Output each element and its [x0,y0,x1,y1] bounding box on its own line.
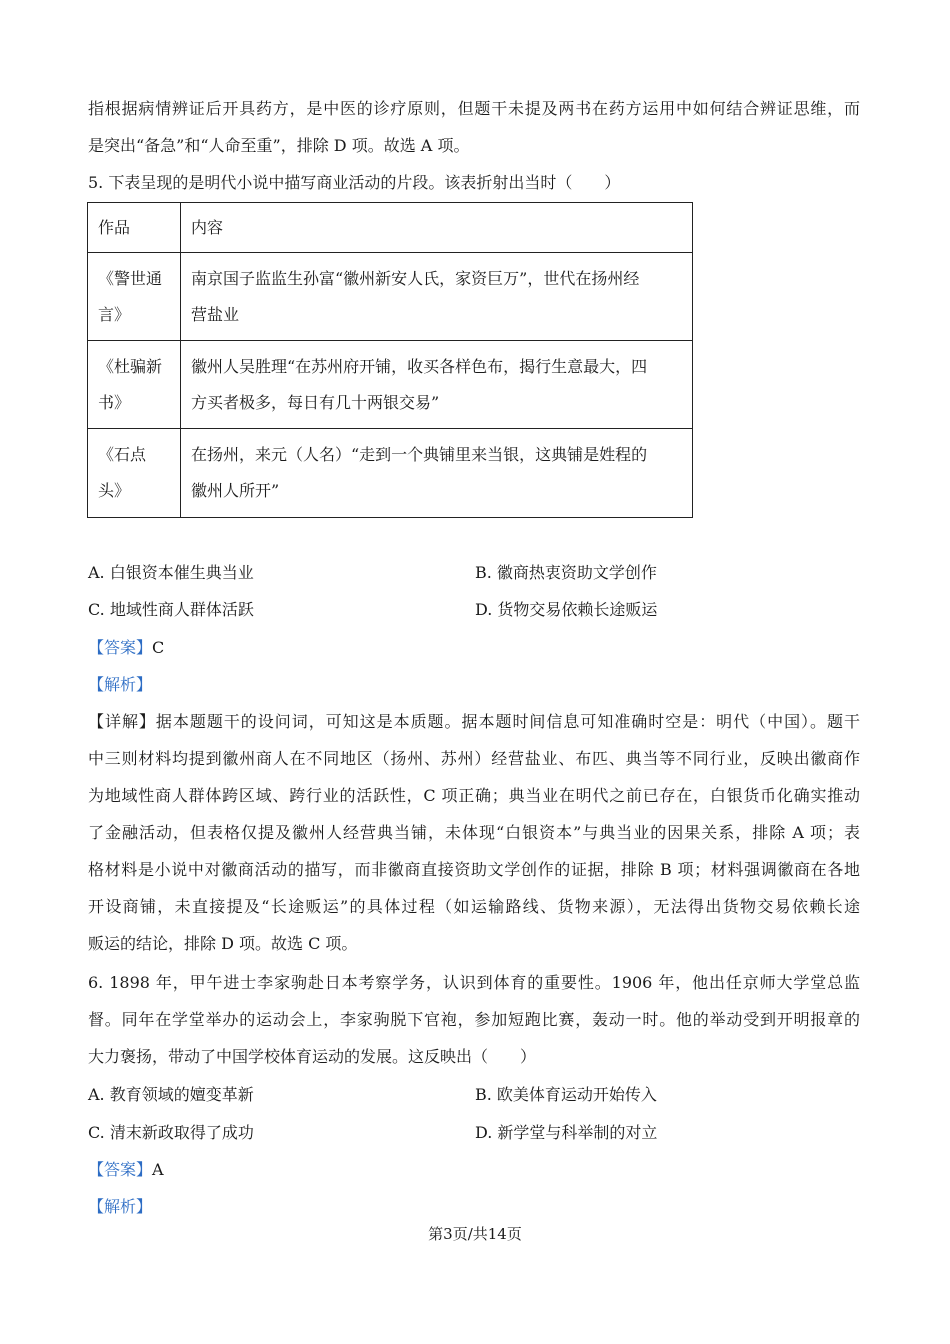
q5-detail-line-2: 中三则材料均提到徽州商人在不同地区（扬州、苏州）经营盐业、布匹、典当等不同行业，反映出徽商作 [88,749,860,768]
content-cell: 南京国子监监生孙富“徽州新安人氏，家资巨万”，世代在扬州经 营盐业 [181,253,693,341]
q5-detail-line-4: 了金融活动，但表格仅提及徽州人经营典当铺，未体现“白银资本”与典当业的因果关系，排除 A 项；表 [88,823,860,842]
explanation-line-1: 指根据病情辨证后开具药方，是中医的诊疗原则，但题干未提及两书在药方运用中如何结合辨证思维，而 [88,99,860,118]
q6-option-b: B. 欧美体育运动开始传入 [475,1085,657,1104]
work-cell: 《石点 头》 [88,429,181,518]
q6-option-a: A. 教育领域的嬗变革新 [88,1085,254,1104]
q6-stem-line-2: 督。同年在学堂举办的运动会上，李家驹脱下官袍，参加短跑比赛，轰动一时。他的举动受到开明报章的 [88,1010,860,1029]
q5-option-b: B. 徽商热衷资助文学创作 [475,563,657,582]
work-cell: 《杜骗新 书》 [88,341,181,429]
q5-option-d: D. 货物交易依赖长途贩运 [475,600,658,619]
q6-answer: 【答案】A [88,1160,164,1179]
q6-option-c: C. 清末新政取得了成功 [88,1123,254,1142]
q6-analysis-tag: 【解析】 [88,1197,153,1216]
question-5-stem: 5. 下表呈现的是明代小说中描写商业活动的片段。该表折射出当时（ ） [88,173,621,192]
q5-analysis-tag: 【解析】 [88,675,153,694]
table-row [88,341,693,429]
table-header-row [88,203,693,253]
header-work: 作品 [88,203,181,253]
header-content: 内容 [181,203,693,253]
table-row [88,253,693,341]
q5-detail-line-3: 为地域性商人群体跨区域、跨行业的活跃性，C 项正确；典当业在明代之前已存在，白银货币化确实推动 [88,786,860,805]
works-table [87,202,693,518]
q5-option-c: C. 地域性商人群体活跃 [88,600,254,619]
q6-stem-line-1: 6. 1898 年，甲午进士李家驹赴日本考察学务，认识到体育的重要性。1906 年，他出任京师大学堂总监 [88,973,860,992]
q5-detail-line-1: 【详解】据本题题干的设问词，可知这是本质题。据本题时间信息可知准确时空是：明代（中国）。题干 [88,712,860,731]
q5-option-a: A. 白银资本催生典当业 [88,563,254,582]
q5-answer: 【答案】C [88,638,165,657]
q5-detail-line-5: 格材料是小说中对徽商活动的描写，而非徽商直接资助文学创作的证据，排除 B 项；材料强调徽商在各地 [88,860,860,879]
page-number: 第3页/共14页 [428,1225,522,1243]
q5-detail-line-6: 开设商铺，未直接提及“长途贩运”的具体过程（如运输路线、货物来源），无法得出货物交易依赖长途 [88,897,860,916]
q5-detail-line-7: 贩运的结论，排除 D 项。故选 C 项。 [88,934,358,953]
explanation-line-2: 是突出“备急”和“人命至重”，排除 D 项。故选 A 项。 [88,136,470,155]
q6-stem-line-3: 大力褒扬，带动了中国学校体育运动的发展。这反映出（ ） [88,1047,537,1066]
content-cell: 在扬州，来元（人名）“走到一个典铺里来当银，这典铺是姓程的 徽州人所开” [181,429,693,518]
q6-option-d: D. 新学堂与科举制的对立 [475,1123,658,1142]
work-cell: 《警世通 言》 [88,253,181,341]
table-row [88,429,693,518]
content-cell: 徽州人吴胜理“在苏州府开铺，收买各样色布，揭行生意最大，四 方买者极多，每日有几十两银交易” [181,341,693,429]
